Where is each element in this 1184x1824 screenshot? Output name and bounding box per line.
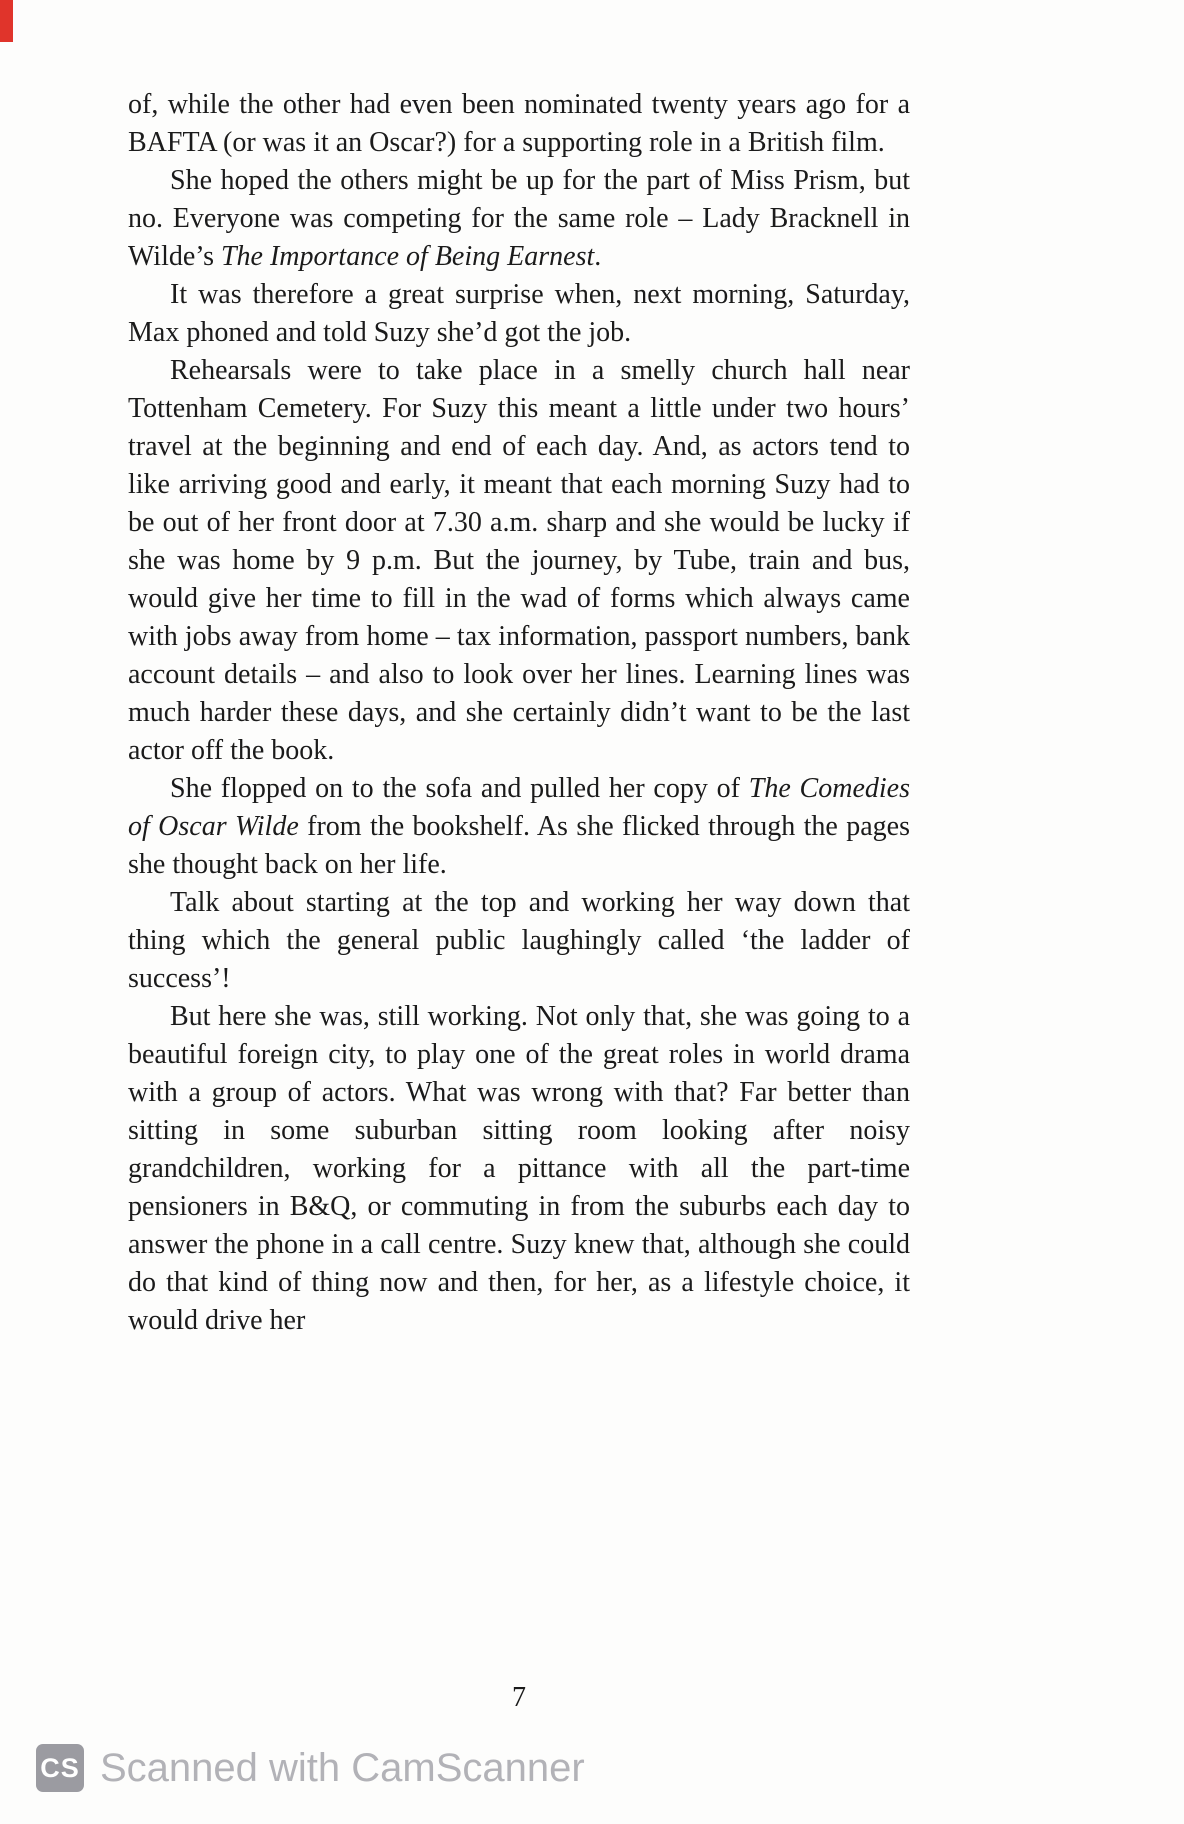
paragraph	[128, 162, 910, 276]
page-text	[128, 86, 910, 1340]
paragraph	[128, 352, 910, 770]
page-number: 7	[512, 1682, 526, 1713]
paragraph	[128, 276, 910, 352]
text-run: Rehearsals were to take place in a smelly church hall near Tottenham Cemetery. For Suzy this meant a little under two hours’ travel at the beginning and end of each day. And, as actors tend to like arriving good and early, it meant that each morning Suzy had to be out of her front door at 7.30 a.m. sharp and she would be lucky if she was home by 9 p.m. But the journey, by Tube, train and bus, would give her time to fill in the wad of forms which always came with jobs away from home – tax information, passport numbers, bank account details – and also to look over her lines. Learning lines was much harder these days, and she certainly didn’t want to be the last actor off the book.	[128, 355, 910, 766]
text-run: .	[594, 241, 602, 272]
italic-text-run: The Importance of Being Earnest	[220, 241, 595, 272]
paragraph	[128, 998, 910, 1340]
text-run: She hoped the others might be up for the part of Miss Prism, but no. Everyone was competing for the same role – Lady Bracknell in Wilde’s	[128, 165, 910, 272]
italic-text-run: The Comedies of Oscar Wilde	[128, 773, 910, 842]
paragraph	[128, 884, 910, 998]
text-run: She flopped on to the sofa and pulled her copy of	[170, 773, 749, 804]
text-run: It was therefore a great surprise when, next morning, Saturday, Max phoned and told Suzy she’d got the job.	[128, 279, 910, 348]
text-run: Talk about starting at the top and working her way down that thing which the general public laughingly called ‘the ladder of success’!	[128, 887, 910, 994]
scan-artifact-red-corner	[0, 0, 13, 42]
paragraph	[128, 86, 910, 162]
paragraph	[128, 770, 910, 884]
watermark-text: Scanned with CamScanner	[100, 1745, 585, 1790]
text-run: But here she was, still working. Not only that, she was going to a beautiful foreign city, to play one of the great roles in world drama with a group of actors. What was wrong with that? Far better than sitting in some suburban sitting room looking after noisy grandchildren, working for a pittance with all the part-time pensioners in B&Q, or commuting in from the suburbs each day to answer the phone in a call centre. Suzy knew that, although she could do that kind of thing now and then, for her, as a lifestyle choice, it would drive her	[128, 1001, 910, 1336]
camscanner-logo-icon: CS	[36, 1744, 84, 1792]
text-run: from the bookshelf. As she flicked through the pages she thought back on her life.	[128, 811, 910, 880]
camscanner-watermark	[36, 1744, 585, 1792]
text-run: of, while the other had even been nominated twenty years ago for a BAFTA (or was it an Oscar?) for a supporting role in a British film.	[128, 89, 910, 158]
